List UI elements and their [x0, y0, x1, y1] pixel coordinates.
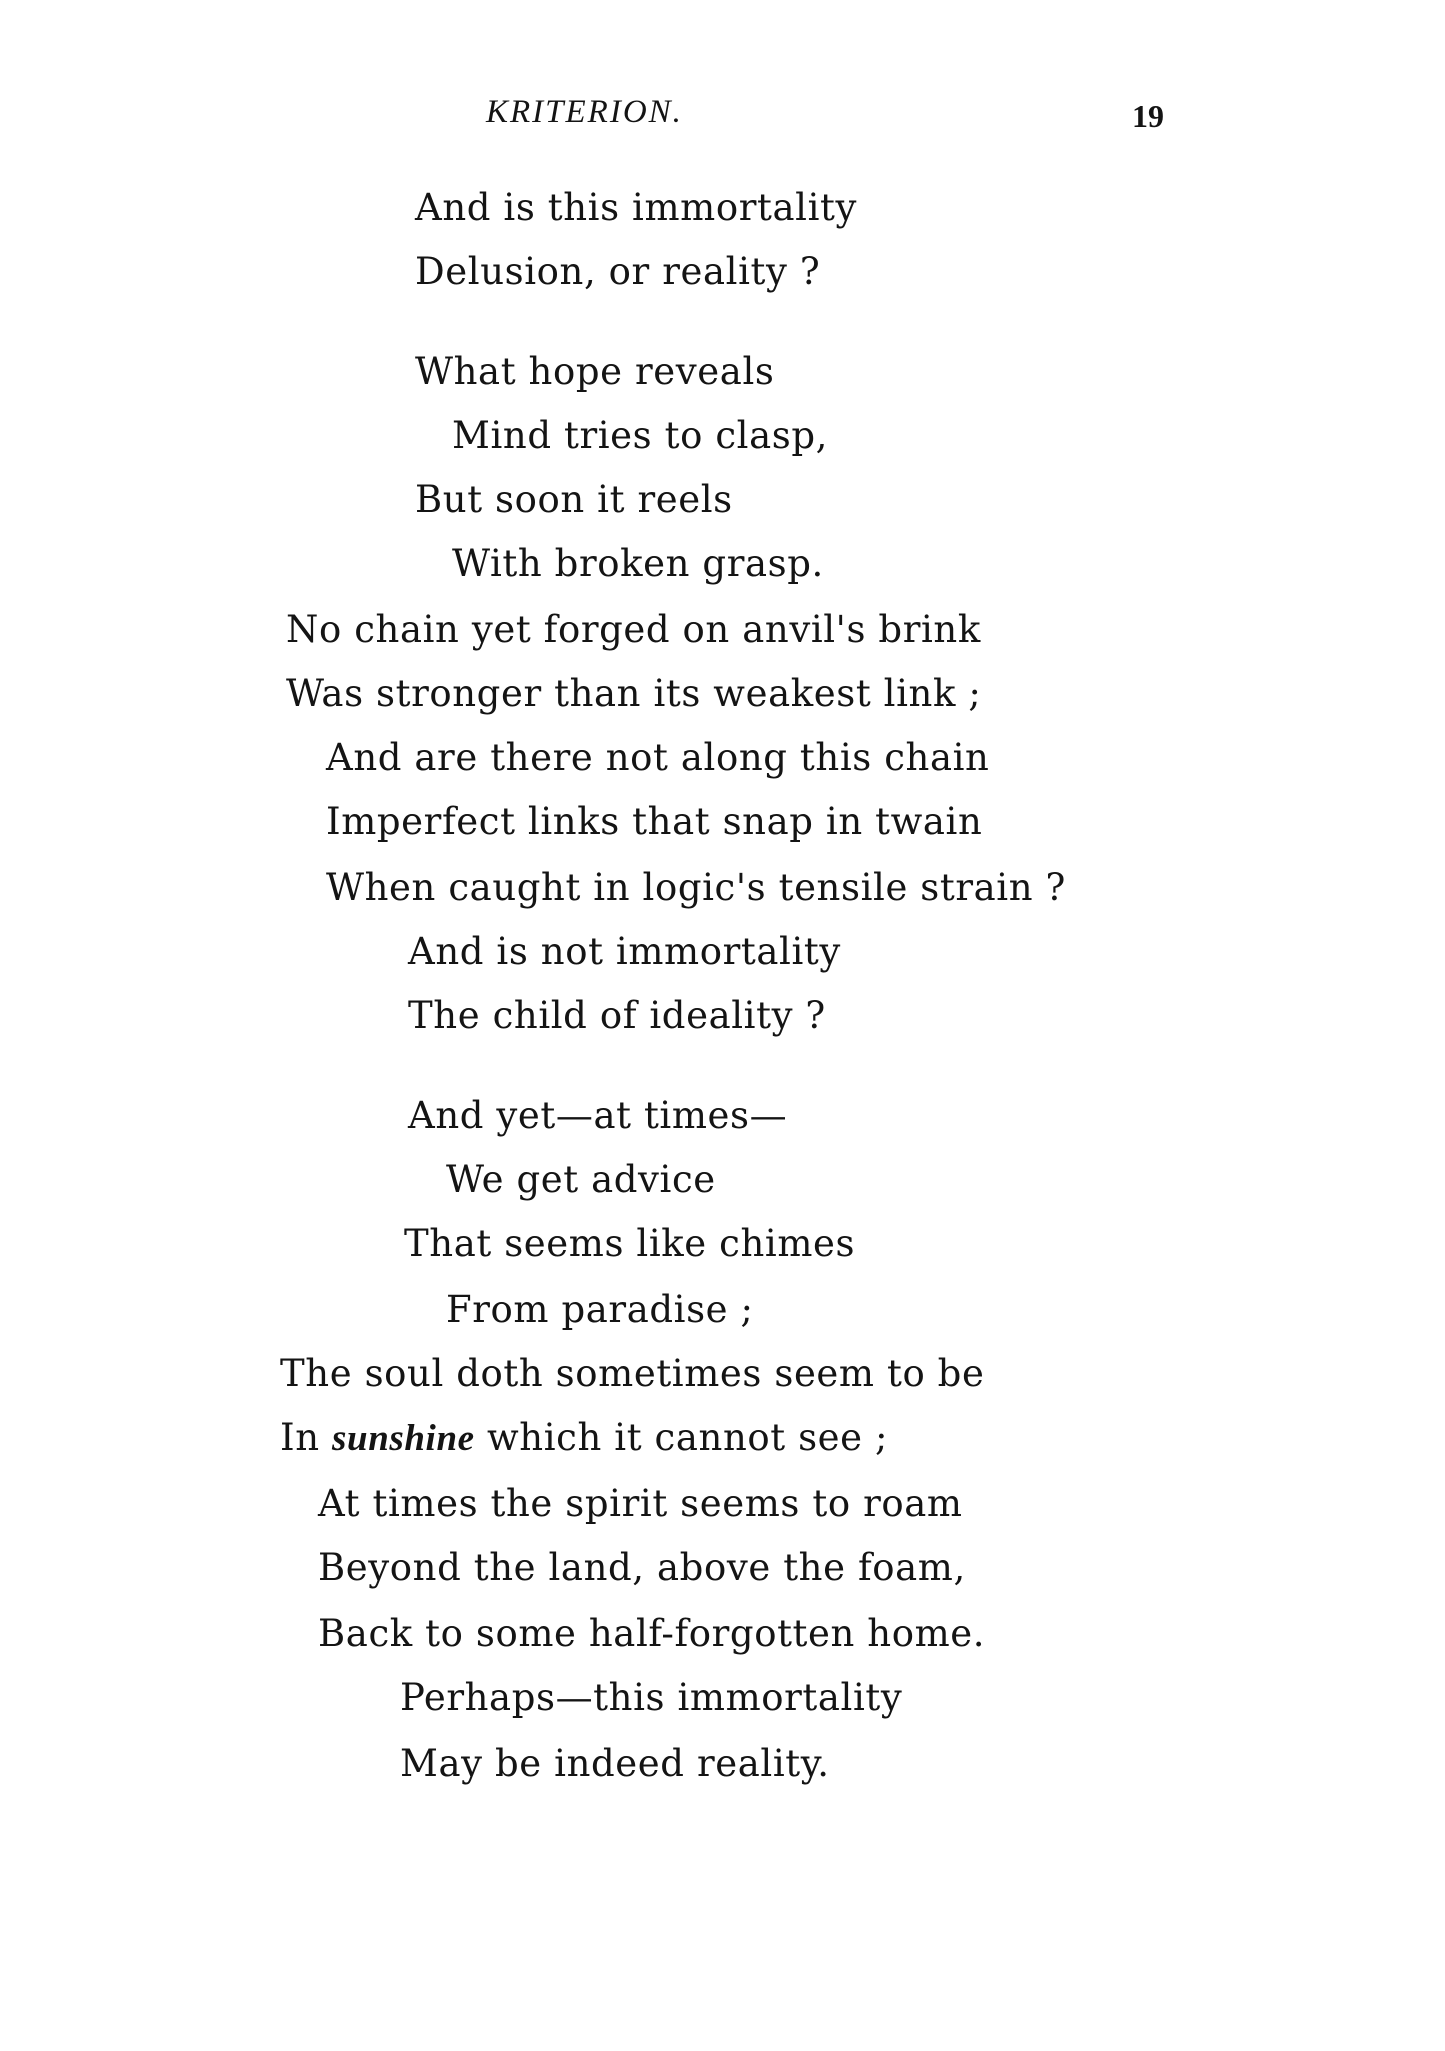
poem-line: And is not immortality: [408, 930, 841, 973]
poem-line: But soon it reels: [415, 478, 733, 521]
poem-word: which it cannot see ;: [487, 1416, 889, 1459]
poem-line: When caught in logic's tensile strain ?: [326, 866, 1066, 909]
running-title: KRITERION.: [486, 94, 683, 130]
poem-line: Perhaps—this immortality: [400, 1676, 903, 1719]
page-number: 19: [1132, 98, 1164, 134]
poem-line: No chain yet forged on anvil's brink: [286, 608, 981, 651]
poem-line: From paradise ;: [446, 1288, 754, 1331]
poem-line: Back to some half-forgotten home.: [318, 1612, 986, 1655]
poem-line: And yet—at times—: [408, 1094, 788, 1137]
poem-line: May be indeed reality.: [400, 1742, 830, 1785]
poem-line: The soul doth sometimes seem to be: [280, 1352, 985, 1395]
poem-line: Imperfect links that snap in twain: [326, 800, 983, 843]
poem-line: And are there not along this chain: [326, 736, 990, 779]
poem-line-sunshine: [280, 1416, 888, 1461]
poem-line: What hope reveals: [415, 350, 775, 393]
poem-line: Beyond the land, above the foam,: [318, 1546, 966, 1589]
poem-line: That seems like chimes: [404, 1222, 856, 1265]
poem-line: Was stronger than its weakest link ;: [286, 672, 982, 715]
poem-word: In: [280, 1416, 320, 1459]
poem-line: And is this immortality: [415, 186, 857, 229]
italic-word-sunshine: sunshine: [332, 1418, 475, 1459]
poem-line: With broken grasp.: [452, 542, 824, 585]
poem-line: Mind tries to clasp,: [452, 414, 828, 457]
poem-line: At times the spirit seems to roam: [318, 1482, 963, 1525]
poem-line: The child of ideality ?: [408, 994, 826, 1037]
poem-line: We get advice: [446, 1158, 716, 1201]
poem-line: Delusion, or reality ?: [415, 250, 821, 293]
